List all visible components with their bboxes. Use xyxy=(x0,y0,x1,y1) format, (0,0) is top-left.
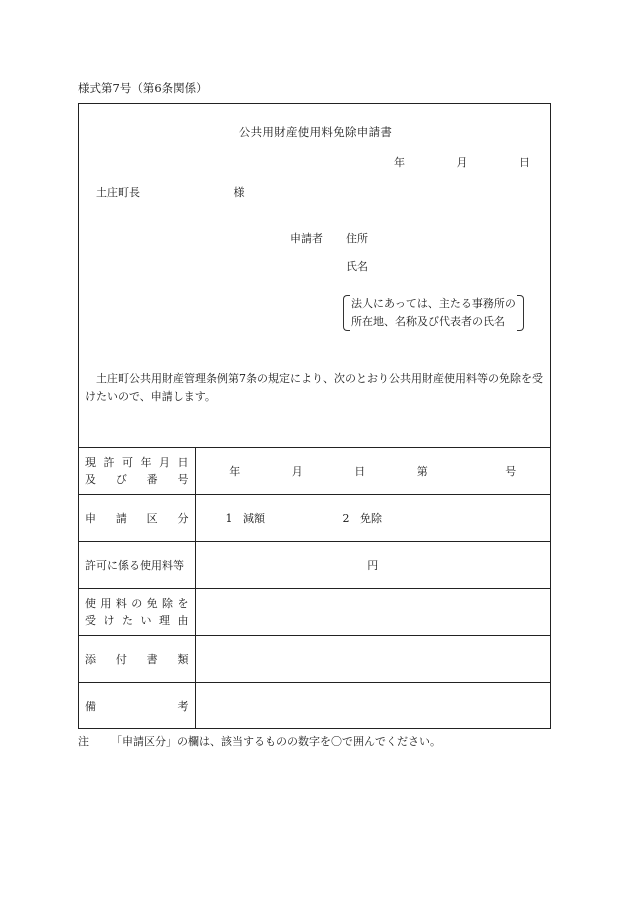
date-year: 年 xyxy=(394,156,405,169)
remarks-label xyxy=(79,683,195,730)
option2-exemption: 免除 xyxy=(360,512,382,525)
table-row-classification xyxy=(79,495,550,542)
fee-label: 許可に係る使用料等 xyxy=(79,542,195,589)
table-row-fee xyxy=(79,542,550,589)
document-title: 公共用財産使用料免除申請書 xyxy=(238,125,393,139)
label-char: 用 xyxy=(100,597,112,610)
permit-number-prefix: 第 xyxy=(416,465,428,478)
label-char: い xyxy=(140,614,152,627)
label-char: 請 xyxy=(115,511,127,525)
label-char: た xyxy=(122,614,133,627)
permit-date-label xyxy=(79,448,195,495)
label-char: 免 xyxy=(146,597,158,610)
addressee-honorific: 様 xyxy=(233,186,245,199)
option1-number[interactable]: 1 xyxy=(225,512,233,525)
table-row-remarks xyxy=(79,683,550,730)
permit-day: 日 xyxy=(354,465,366,478)
fee-unit: 円 xyxy=(367,559,379,572)
permit-month: 月 xyxy=(291,465,303,478)
reason-label xyxy=(79,589,195,636)
left-bracket xyxy=(343,295,350,331)
label-char: 理 xyxy=(159,614,170,627)
label-char: の xyxy=(131,597,143,610)
addressee-name: 土庄町長 xyxy=(96,186,140,199)
label-char: 及 xyxy=(85,473,96,486)
remarks-field[interactable] xyxy=(195,683,550,730)
label-char: を xyxy=(177,597,189,610)
form-number: 様式第7号（第6条関係） xyxy=(78,81,208,95)
label-char: 使 xyxy=(85,597,96,610)
label-char: 類 xyxy=(177,652,189,666)
applicant-name-label: 氏名 xyxy=(346,260,368,273)
permit-number-suffix: 号 xyxy=(505,465,517,478)
label-char: 区 xyxy=(146,511,158,525)
label-char: 許 xyxy=(103,456,115,469)
addressee xyxy=(96,187,245,198)
label-char: 日 xyxy=(177,456,189,469)
label-char: 書 xyxy=(146,652,158,666)
applicant-label: 申請者 xyxy=(290,232,323,245)
date-day: 日 xyxy=(519,156,530,169)
label-char: 添 xyxy=(85,652,96,666)
footnote-label: 注 xyxy=(78,735,89,748)
permit-year: 年 xyxy=(229,465,241,478)
details-table xyxy=(79,447,550,729)
applicant-address-label: 住所 xyxy=(346,232,368,245)
table-row-reason xyxy=(79,589,550,636)
attachments-field[interactable] xyxy=(195,636,550,683)
classification-label xyxy=(79,495,195,542)
label-char: 付 xyxy=(115,652,127,666)
table-row-attachments xyxy=(79,636,550,683)
footnote xyxy=(78,736,441,747)
label-char: 号 xyxy=(177,473,189,486)
option2-number[interactable]: 2 xyxy=(342,512,350,525)
footnote-text: 「申請区分」の欄は、該当するものの数字を〇で囲んでください。 xyxy=(111,735,441,748)
label-char: 番 xyxy=(146,473,158,486)
attachments-label xyxy=(79,636,195,683)
corporation-note xyxy=(343,295,516,331)
classification-field[interactable] xyxy=(195,495,550,542)
label-char: 分 xyxy=(177,511,189,525)
label-char: 受 xyxy=(85,614,96,627)
label-char: 由 xyxy=(177,614,189,627)
label-char: 料 xyxy=(115,597,127,610)
label-char: け xyxy=(103,614,115,627)
application-statement: 土庄町公共用財産管理条例第7条の規定により、次のとおり公共用財産使用料等の免除を受けたいので、申請します。 xyxy=(85,372,543,403)
reason-field[interactable] xyxy=(195,589,550,636)
label-char: び xyxy=(115,473,127,486)
label-char: 考 xyxy=(177,699,189,713)
corporation-note-line2: 所在地、名称及び代表者の氏名 xyxy=(351,315,505,328)
label-char: 申 xyxy=(85,511,96,525)
label-char: 月 xyxy=(159,456,170,469)
label-char: 除 xyxy=(162,597,174,610)
table-row-permit-date xyxy=(79,448,550,495)
label-char: 年 xyxy=(140,456,152,469)
right-bracket xyxy=(517,295,524,331)
fee-field[interactable] xyxy=(195,542,550,589)
application-form xyxy=(78,103,551,729)
permit-date-field[interactable] xyxy=(195,448,550,495)
corporation-note-line1: 法人にあっては、主たる事務所の xyxy=(351,297,516,310)
label-char: 現 xyxy=(85,456,96,469)
label-char: 可 xyxy=(122,456,133,469)
date-month: 月 xyxy=(456,156,468,169)
option1-reduction: 減額 xyxy=(243,512,265,525)
label-char: 備 xyxy=(85,699,96,713)
submission-date xyxy=(368,157,530,168)
